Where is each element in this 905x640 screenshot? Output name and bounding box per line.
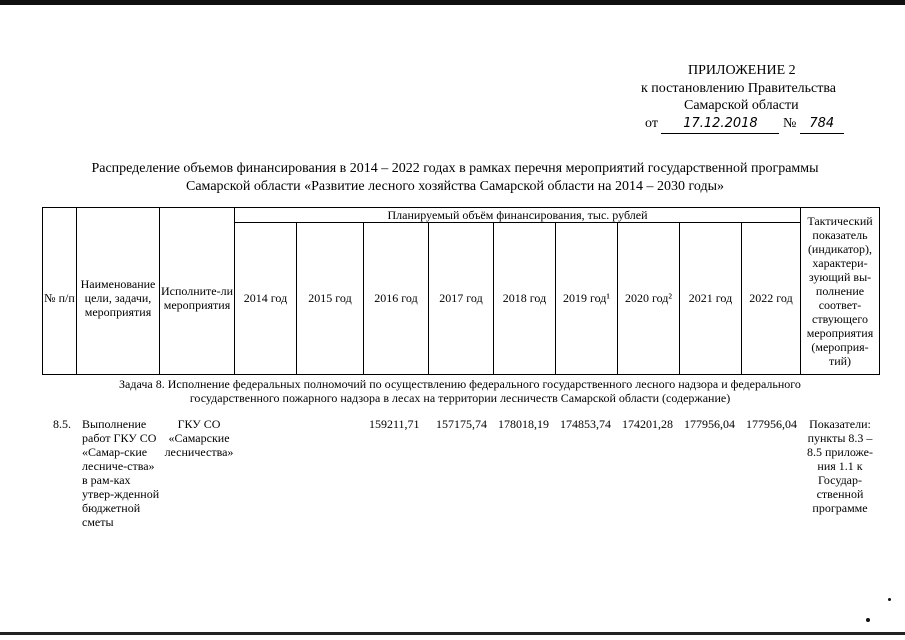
header-number: № п/п — [44, 291, 75, 305]
col-line-13 — [879, 207, 880, 375]
row-value-2022: 177956,04 — [746, 417, 797, 431]
from-label: от — [645, 116, 658, 131]
handwritten-date: 17.12.2018 — [661, 115, 779, 134]
header-indicator: Тактический показатель (индикатор), характери-зующий вы-полнение соответ-ствующего мероприятия (мероприя-тий) — [806, 213, 874, 368]
header-year-2021: 2021 год — [688, 291, 733, 305]
appendix-title: ПРИЛОЖЕНИЕ 2 — [688, 63, 796, 78]
document-title — [40, 160, 870, 196]
appendix-line-resolution: к постановлению Правительства — [641, 81, 837, 96]
row-number: 8.5. — [53, 417, 71, 431]
row-value-2020: 174201,28 — [622, 417, 673, 431]
row-value-2018: 178018,19 — [498, 417, 549, 431]
row-value-2021: 177956,04 — [684, 417, 735, 431]
table-header-bottom — [42, 374, 880, 375]
header-year-2022: 2022 год — [749, 291, 793, 305]
row-value-2019: 174853,74 — [560, 417, 611, 431]
header-funding: Планируемый объём финансирования, тыс. рублей — [387, 207, 648, 222]
task-row: Задача 8. Исполнение федеральных полномочий по осуществлению федерального государственного лесного надзора и федерального государственного пожарного надзора в лесах на территории лесничеств Самарской области (содержание) — [119, 377, 801, 405]
scan-bottom-border — [0, 632, 905, 635]
row-name: Выполнение работ ГКУ СО «Самар-ские лесниче-ства» в рам-ках утвер-жденной бюджетной сметы — [82, 417, 160, 529]
number-label: № — [782, 116, 797, 131]
appendix-line-region: Самарской области — [684, 98, 799, 113]
row-executor: ГКУ СО «Самарские лесничества» — [164, 417, 234, 459]
row-indicator: Показатели: пункты 8.3 – 8.5 приложе-ния 1.1 к Государ-ственной программе — [807, 417, 873, 515]
title-line-1: Распределение объемов финансирования в 2014 – 2022 годах в рамках перечня мероприятий государственной программы — [91, 161, 819, 176]
scan-speck — [866, 618, 870, 622]
header-year-2018: 2018 год — [502, 291, 547, 305]
header-year-2017: 2017 год — [439, 291, 483, 305]
title-line-2: Самарской области «Развитие лесного хозяйства Самарской области на 2014 – 2030 годы» — [186, 179, 724, 194]
scan-top-border — [0, 0, 905, 5]
scan-speck — [888, 598, 891, 601]
header-year-2020: 2020 год² — [625, 291, 672, 305]
header-name: Наименование цели, задачи, мероприятия — [80, 277, 156, 319]
header-executor: Исполните-ли мероприятия — [160, 284, 234, 312]
appendix-date-line — [645, 115, 844, 134]
header-year-2016: 2016 год — [374, 291, 418, 305]
row-value-2016: 159211,71 — [369, 417, 420, 431]
header-year-2014: 2014 год — [243, 291, 288, 305]
handwritten-number: 784 — [800, 115, 844, 134]
header-year-2019: 2019 год¹ — [563, 291, 610, 305]
row-value-2017: 157175,74 — [436, 417, 487, 431]
header-year-2015: 2015 год — [308, 291, 352, 305]
